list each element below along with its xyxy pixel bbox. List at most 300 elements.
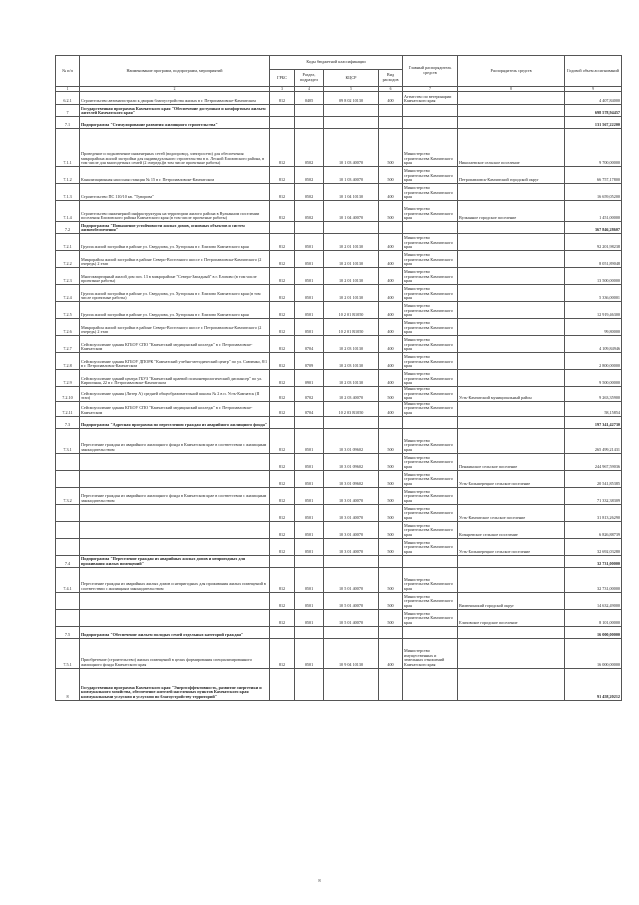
row-number: 7.3: [56, 416, 80, 428]
row-number: 8: [56, 668, 80, 700]
header-recipient: Распорядитель средств: [458, 56, 565, 87]
row-recipient: [458, 222, 565, 234]
row-vr: 400: [379, 302, 403, 319]
row-manager: Министерство строительства Камчатского края: [403, 319, 458, 336]
row-rzpr: 0709: [295, 353, 324, 370]
row-volume: 131 567,22200: [565, 117, 622, 129]
budget-table: [55, 55, 622, 701]
row-recipient: [458, 370, 565, 387]
row-name: Сейсмоусиление здания КГБОУ СПО "Камчатский медицинский колледж" в г. Петропавловске-Камчатском: [80, 401, 270, 416]
row-recipient: [458, 336, 565, 353]
row-vr: 400: [379, 638, 403, 668]
row-number: 7.2.9: [56, 370, 80, 387]
row-grbs: 812: [270, 336, 295, 353]
row-vr: 400: [379, 251, 403, 268]
row-name: [80, 453, 270, 470]
row-rzpr: 0502: [295, 167, 324, 184]
table-row: [56, 401, 622, 416]
row-name: Подпрограмма "Стимулирование развития жилищного строительства": [80, 117, 270, 129]
row-volume: 265 499,21431: [565, 428, 622, 453]
row-name: Подпрограмма "Обеспечение жильем молодых семей отдельных категорий граждан": [80, 626, 270, 638]
header-manager: Главный распорядитель средств: [403, 56, 458, 87]
row-recipient: [458, 184, 565, 201]
header-rzpr: Раздел, подраздел: [295, 70, 324, 87]
col-number: 7: [403, 87, 458, 92]
row-ksr: 10 3 01 40070: [324, 487, 379, 504]
row-number: [56, 538, 80, 555]
row-ksr: 10 5 01 40070: [324, 592, 379, 609]
table-row: [56, 638, 622, 668]
row-number: 7.4: [56, 555, 80, 567]
row-manager: Министерство строительства Камчатского края: [403, 184, 458, 201]
row-grbs: 812: [270, 567, 295, 592]
row-recipient: Усть-Большерецкое сельское поселение: [458, 470, 565, 487]
row-volume: 1 451,00000: [565, 201, 622, 222]
table-row: [56, 538, 622, 555]
budget-table-page: [55, 55, 621, 701]
header-vr: Вид расходов: [379, 70, 403, 87]
table-row: [56, 302, 622, 319]
row-manager: Министерство строительства Камчатского края: [403, 167, 458, 184]
row-grbs: 812: [270, 353, 295, 370]
row-rzpr: 0501: [295, 538, 324, 555]
header-name: Наименование программ, подпрограмм, мероприятий: [80, 56, 270, 87]
row-vr: [379, 222, 403, 234]
row-recipient: [458, 302, 565, 319]
row-number: 7.4.1: [56, 567, 80, 592]
row-volume: 71 332,38309: [565, 487, 622, 504]
row-recipient: [458, 234, 565, 251]
row-vr: 500: [379, 504, 403, 521]
table-row: [56, 234, 622, 251]
row-recipient: [458, 319, 565, 336]
row-number: 7.1: [56, 117, 80, 129]
row-rzpr: 0501: [295, 470, 324, 487]
row-ksr: 10 3 01 40070: [324, 538, 379, 555]
row-rzpr: 0501: [295, 251, 324, 268]
row-name: [80, 504, 270, 521]
row-ksr: [324, 416, 379, 428]
row-vr: 500: [379, 567, 403, 592]
row-volume: 9 700,00000: [565, 129, 622, 167]
table-row: [56, 626, 622, 638]
row-ksr: 10 2 01 R1050: [324, 302, 379, 319]
page-number: 8: [318, 878, 321, 883]
row-rzpr: 0901: [295, 370, 324, 387]
row-manager: Министерство строительства Камчатского края: [403, 453, 458, 470]
row-manager: Министерство строительства Камчатского края: [403, 251, 458, 268]
header-grbs: ГРБС: [270, 70, 295, 87]
row-volume: 8 101,00000: [565, 609, 622, 626]
row-name: [80, 609, 270, 626]
table-row: [56, 555, 622, 567]
row-rzpr: 0704: [295, 336, 324, 353]
row-number: 7.1.2: [56, 167, 80, 184]
col-number: 3: [270, 87, 295, 92]
row-vr: 500: [379, 129, 403, 167]
row-rzpr: 0501: [295, 453, 324, 470]
table-row: [56, 184, 622, 201]
row-volume: 16 659,05200: [565, 184, 622, 201]
table-row: [56, 251, 622, 268]
row-number: 7.5: [56, 626, 80, 638]
row-vr: 500: [379, 592, 403, 609]
row-vr: 500: [379, 609, 403, 626]
row-ksr: 10 3 01 09602: [324, 453, 379, 470]
row-recipient: [458, 428, 565, 453]
row-recipient: [458, 487, 565, 504]
row-manager: Министерство строительства Камчатского края: [403, 201, 458, 222]
row-grbs: 812: [270, 201, 295, 222]
row-rzpr: [295, 105, 324, 117]
row-number: 7.3.2: [56, 487, 80, 504]
row-grbs: 812: [270, 370, 295, 387]
row-vr: 400: [379, 336, 403, 353]
row-rzpr: 0501: [295, 319, 324, 336]
row-name: Переселение граждан из аварийных жилых домов и непригодных для проживания жилых помещений в соответствии с жилищным законодательством: [80, 567, 270, 592]
row-ksr: [324, 222, 379, 234]
row-grbs: 812: [270, 538, 295, 555]
row-name: Подпрограмма "Повышение устойчивости жилых домов, основных объектов и систем жизнеобеспечения": [80, 222, 270, 234]
row-name: Государственная программа Камчатского края "Обеспечение доступным и комфортным жильем жителей Камчатского края": [80, 105, 270, 117]
row-volume: 32 731,00000: [565, 555, 622, 567]
table-row: [56, 319, 622, 336]
row-manager: [403, 117, 458, 129]
row-recipient: Елизовское городское поселение: [458, 609, 565, 626]
row-ksr: 10 2 03 R1050: [324, 401, 379, 416]
row-manager: Министерство строительства Камчатского края: [403, 234, 458, 251]
row-volume: 32 731,00000: [565, 567, 622, 592]
row-vr: 400: [379, 268, 403, 285]
table-row: [56, 387, 622, 402]
table-row: [56, 504, 622, 521]
row-number: [56, 453, 80, 470]
table-row: [56, 336, 622, 353]
row-rzpr: 0501: [295, 487, 324, 504]
row-name: Строительство ПС 110/10 кв. "Туворова": [80, 184, 270, 201]
row-volume: 4 109,84946: [565, 336, 622, 353]
row-ksr: 10 2 01 10130: [324, 234, 379, 251]
row-rzpr: 0405: [295, 92, 324, 105]
row-name: Сейсмоусиление здания КГБОУ СПО "Камчатский медицинский колледж" в г. Петропавловске-Камчатском: [80, 336, 270, 353]
row-number: 7.2.1: [56, 234, 80, 251]
row-ksr: [324, 668, 379, 700]
row-grbs: [270, 416, 295, 428]
col-number: 4: [295, 87, 324, 92]
row-number: 7.2.8: [56, 353, 80, 370]
row-manager: Министерство строительства Камчатского края: [403, 470, 458, 487]
row-recipient: [458, 416, 565, 428]
row-grbs: [270, 117, 295, 129]
row-ksr: 10 1 03 40070: [324, 129, 379, 167]
row-grbs: 812: [270, 387, 295, 402]
row-volume: 16 000,00000: [565, 626, 622, 638]
row-manager: Министерство строительства Камчатского края: [403, 302, 458, 319]
row-vr: 500: [379, 167, 403, 184]
row-manager: [403, 555, 458, 567]
row-recipient: Усть-Большерецкое сельское поселение: [458, 538, 565, 555]
row-ksr: 10 2 03 10130: [324, 336, 379, 353]
row-vr: [379, 626, 403, 638]
row-volume: 92 201,98238: [565, 234, 622, 251]
row-manager: Министерство строительства Камчатского края: [403, 609, 458, 626]
row-rzpr: [295, 416, 324, 428]
row-number: 7.2.3: [56, 268, 80, 285]
row-recipient: [458, 251, 565, 268]
row-grbs: 812: [270, 504, 295, 521]
row-manager: Министерство строительства Камчатского края: [403, 129, 458, 167]
row-volume: 31 813,26290: [565, 504, 622, 521]
row-vr: [379, 117, 403, 129]
row-ksr: 10 2 03 10130: [324, 370, 379, 387]
table-row: [56, 105, 622, 117]
row-rzpr: 0501: [295, 302, 324, 319]
col-number: 8: [458, 87, 565, 92]
row-volume: 9 500,00000: [565, 370, 622, 387]
row-rzpr: [295, 117, 324, 129]
row-number: 7.1.3: [56, 184, 80, 201]
row-volume: 197 341,42730: [565, 416, 622, 428]
row-number: 7.2.11: [56, 401, 80, 416]
row-number: 7.2: [56, 222, 80, 234]
row-number: 7.3.1: [56, 428, 80, 453]
row-ksr: 10 3 01 40070: [324, 504, 379, 521]
col-number: 9: [565, 87, 622, 92]
row-manager: Министерство строительства Камчатского края: [403, 370, 458, 387]
row-vr: [379, 555, 403, 567]
row-rzpr: [295, 555, 324, 567]
row-manager: Агентство по ветеринарии Камчатского края: [403, 92, 458, 105]
row-vr: 500: [379, 201, 403, 222]
row-name: Группа жилой застройки в районе ул. Свердлова, ул. Хуторская в г. Елизово Камчатского края: [80, 302, 270, 319]
row-number: 7.2.5: [56, 302, 80, 319]
row-recipient: Пенжинское сельское поселение: [458, 453, 565, 470]
table-row: [56, 453, 622, 470]
row-rzpr: 0501: [295, 234, 324, 251]
row-manager: Министерство строительства Камчатского края: [403, 521, 458, 538]
row-number: 7.5.1: [56, 638, 80, 668]
row-grbs: 812: [270, 453, 295, 470]
row-grbs: [270, 626, 295, 638]
row-ksr: 10 2 01 10130: [324, 251, 379, 268]
row-volume: 244 967,59036: [565, 453, 622, 470]
table-row: [56, 201, 622, 222]
row-volume: 8 051,89048: [565, 251, 622, 268]
row-name: Переселение граждан из аварийного жилищного фонда в Камчатском крае в соответствии с жилищным законодательством: [80, 428, 270, 453]
row-number: [56, 521, 80, 538]
row-rzpr: 0501: [295, 609, 324, 626]
row-manager: Министерство строительства Камчатского края: [403, 336, 458, 353]
row-manager: Министерство строительства Камчатского края: [403, 401, 458, 416]
row-name: Строительство инженерной инфраструктуры на территории жилого района в Вулканном поселении поселения Елизовского района Камчатского края (в том числе проектные работы): [80, 201, 270, 222]
row-vr: 400: [379, 370, 403, 387]
row-name: Многоквартирный жилой дом поз. 13 в микрорайоне "Северо-Западный" в г. Елизово (в том числе проектные работы): [80, 268, 270, 285]
row-manager: Министерство строительства Камчатского края: [403, 538, 458, 555]
row-grbs: 812: [270, 251, 295, 268]
table-row: [56, 285, 622, 302]
row-recipient: Усть-Камчатское сельское поселение: [458, 504, 565, 521]
row-grbs: [270, 222, 295, 234]
row-volume: 13 500,00000: [565, 268, 622, 285]
row-name: Сейсмоусиление здания КГБОУ ДПОРК "Камчатский учебно-методический центр" по ул. Савченко, 8/1 в г. Петропавловск-Камчатском: [80, 353, 270, 370]
row-recipient: [458, 285, 565, 302]
row-volume: 14 632,49000: [565, 592, 622, 609]
row-rzpr: [295, 626, 324, 638]
col-number: 6: [379, 87, 403, 92]
row-ksr: 10 3 01 09602: [324, 470, 379, 487]
row-grbs: [270, 105, 295, 117]
row-vr: 500: [379, 387, 403, 402]
row-number: 6.2.1: [56, 92, 80, 105]
row-recipient: Вилючинский городской округ: [458, 592, 565, 609]
table-row: [56, 92, 622, 105]
table-row: [56, 567, 622, 592]
header-num: № п/п: [56, 56, 80, 87]
row-grbs: [270, 668, 295, 700]
row-grbs: 812: [270, 401, 295, 416]
row-volume: 367 846,28607: [565, 222, 622, 234]
row-recipient: [458, 668, 565, 700]
row-volume: 66 757,17800: [565, 167, 622, 184]
row-grbs: 812: [270, 470, 295, 487]
row-name: [80, 592, 270, 609]
row-number: [56, 504, 80, 521]
row-rzpr: 0704: [295, 401, 324, 416]
row-rzpr: 0501: [295, 268, 324, 285]
row-manager: [403, 416, 458, 428]
row-rzpr: [295, 668, 324, 700]
row-vr: 400: [379, 353, 403, 370]
row-number: [56, 592, 80, 609]
row-vr: 400: [379, 401, 403, 416]
row-vr: 400: [379, 184, 403, 201]
col-number: 1: [56, 87, 80, 92]
table-row: [56, 268, 622, 285]
row-vr: [379, 416, 403, 428]
row-name: Микрорайон жилой застройки в районе Северо-Восточного шоссе г. Петропавловска-Камчатского (2 очередь) 2 этап: [80, 319, 270, 336]
header-ksr: КЦСР: [324, 70, 379, 87]
row-recipient: [458, 268, 565, 285]
row-grbs: 812: [270, 521, 295, 538]
row-recipient: [458, 626, 565, 638]
row-grbs: 812: [270, 167, 295, 184]
row-number: [56, 470, 80, 487]
row-ksr: 10 5 01 40070: [324, 609, 379, 626]
header-volume: Годовой объем ассигнований: [565, 56, 622, 87]
row-manager: [403, 105, 458, 117]
row-ksr: [324, 117, 379, 129]
row-grbs: 812: [270, 129, 295, 167]
row-number: 7: [56, 105, 80, 117]
row-recipient: [458, 555, 565, 567]
row-name: Подпрограмма "Переселение граждан из аварийных жилых домов и непригодных для проживания жилых помещений": [80, 555, 270, 567]
row-ksr: 10 2 03 40070: [324, 387, 379, 402]
row-recipient: [458, 92, 565, 105]
row-volume: 16 000,00000: [565, 638, 622, 668]
row-ksr: 10 2 03 10130: [324, 353, 379, 370]
row-manager: Министерство строительства Камчатского края: [403, 567, 458, 592]
row-recipient: [458, 105, 565, 117]
table-row: [56, 167, 622, 184]
table-row: [56, 353, 622, 370]
row-recipient: [458, 567, 565, 592]
row-grbs: 812: [270, 302, 295, 319]
row-vr: 500: [379, 428, 403, 453]
row-manager: Министерство строительства Камчатского края: [403, 353, 458, 370]
row-rzpr: 0501: [295, 567, 324, 592]
col-number: 5: [324, 87, 379, 92]
row-name: [80, 538, 270, 555]
row-rzpr: 0501: [295, 638, 324, 668]
row-name: Государственная программа Камчатского края "Энергоэффективность, развитие энергетики и коммунального хозяйства, обеспечение жителей населенных пунктов Камчатского края коммунальными услугами и услугами по благоустройству территорий": [80, 668, 270, 700]
row-ksr: 10 1 04 40070: [324, 201, 379, 222]
row-ksr: 10 2 01 10130: [324, 268, 379, 285]
row-recipient: Николаевское сельское поселение: [458, 129, 565, 167]
row-name: [80, 470, 270, 487]
row-volume: 99,80000: [565, 319, 622, 336]
row-manager: Министерство строительства Камчатского края: [403, 387, 458, 402]
row-rzpr: [295, 222, 324, 234]
row-rzpr: 0501: [295, 504, 324, 521]
row-volume: 20 541,85385: [565, 470, 622, 487]
row-vr: 500: [379, 538, 403, 555]
table-row: [56, 521, 622, 538]
row-recipient: [458, 117, 565, 129]
row-manager: Министерство строительства Камчатского края: [403, 504, 458, 521]
row-vr: 500: [379, 487, 403, 504]
row-rzpr: 0501: [295, 592, 324, 609]
row-name: Сейсмоусиление зданий центра ГБУЗ "Камчатский краевой психоневрологический диспансер" по ул. Кирпичная, 22 в г. Петропавловске-Камчатском: [80, 370, 270, 387]
table-row: [56, 117, 622, 129]
row-number: 7.2.7: [56, 336, 80, 353]
table-row: [56, 428, 622, 453]
row-rzpr: 0501: [295, 285, 324, 302]
row-grbs: 812: [270, 268, 295, 285]
row-ksr: 10 1 03 40070: [324, 167, 379, 184]
row-manager: Министерство строительства Камчатского края: [403, 428, 458, 453]
row-grbs: 812: [270, 92, 295, 105]
row-vr: 400: [379, 92, 403, 105]
row-ksr: 10 2 01 10130: [324, 285, 379, 302]
row-name: Канализационная насосная станция № 15 в г. Петропавловске-Камчатском: [80, 167, 270, 184]
row-volume: 32 692,03280: [565, 538, 622, 555]
row-ksr: [324, 555, 379, 567]
row-name: Переселение граждан из аварийного жилищного фонда в Камчатском крае в соответствии с жилищным законодательством: [80, 487, 270, 504]
row-grbs: [270, 555, 295, 567]
row-vr: 500: [379, 453, 403, 470]
row-recipient: [458, 638, 565, 668]
row-name: Приобретение (строительство) жилых помещений в целях формирования специализированного жилищного фонда Камчатского края: [80, 638, 270, 668]
row-grbs: 812: [270, 184, 295, 201]
row-volume: 58,15854: [565, 401, 622, 416]
table-row: [56, 129, 622, 167]
row-manager: Министерство строительства Камчатского края: [403, 268, 458, 285]
row-manager: Министерство строительства Камчатского края: [403, 487, 458, 504]
row-grbs: 812: [270, 487, 295, 504]
row-recipient: Вулканное городское поселение: [458, 201, 565, 222]
row-ksr: 10 5 01 40070: [324, 567, 379, 592]
row-name: Микрорайон жилой застройки в районе Северо-Восточного шоссе г. Петропавловска-Камчатского (2 очередь) 2 этап: [80, 251, 270, 268]
row-manager: [403, 626, 458, 638]
row-name: Строительство автомагистрали к дворам благоустройства жилых в г. Петропавловске-Камчатском: [80, 92, 270, 105]
table-row: [56, 222, 622, 234]
row-manager: [403, 222, 458, 234]
row-ksr: 10 3 01 40070: [324, 521, 379, 538]
row-number: 7.2.2: [56, 251, 80, 268]
row-volume: 91 458,20212: [565, 668, 622, 700]
row-vr: [379, 668, 403, 700]
row-grbs: 812: [270, 638, 295, 668]
